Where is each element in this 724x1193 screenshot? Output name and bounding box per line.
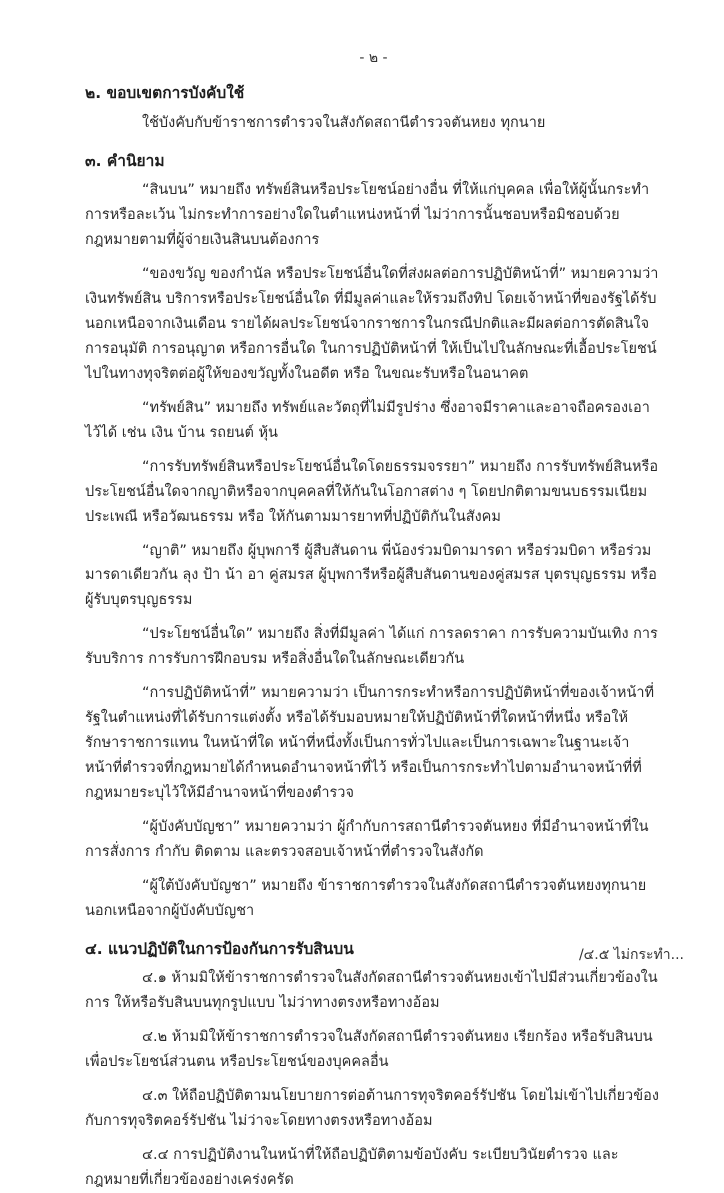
body-paragraph: “ผู้บังคับบัญชา” หมายความว่า ผู้กำกับการสถานีตำรวจตันหยง ที่มีอำนาจหน้าที่ในการสั่งการ กำกับ ติดตาม และตรวจสอบเจ้าหน้าที่ตำรวจในสังกัด: [85, 818, 649, 860]
continuation-note: /๔.๕ ไม่กระทำ...: [578, 947, 684, 963]
section-heading: ๓. คำนิยาม: [85, 151, 165, 170]
body-paragraph: “ทรัพย์สิน” หมายถึง ทรัพย์และวัตถุที่ไม่มีรูปร่าง ซึ่งอาจมีราคาและอาจถือครองเอาไว้ได้ เช่น เงิน บ้าน รถยนต์ หุ้น: [85, 399, 650, 441]
body-paragraph: ๔.๒ ห้ามมิให้ข้าราชการตำรวจในสังกัดสถานีตำรวจตันหยง เรียกร้อง หรือรับสินบน เพื่อประโยชน์ส่วนตน หรือประโยชน์ของบุคคลอื่น: [85, 1029, 653, 1071]
section-heading: ๔. แนวปฏิบัติในการป้องกันการรับสินบน: [85, 939, 354, 958]
body-paragraph: ๔.๔ การปฏิบัติงานในหน้าที่ให้ถือปฏิบัติตามข้อบังคับ ระเบียบวินัยตำรวจ และกฎหมายที่เกี่ยวข้องอย่างเคร่งครัด: [85, 1147, 619, 1188]
body-paragraph: ๔.๑ ห้ามมิให้ข้าราชการตำรวจในสังกัดสถานีตำรวจตันหยงเข้าไปมีส่วนเกี่ยวข้องในการ ให้หรือรับสินบนทุกรูปแบบ ไม่ว่าทางตรงหรือทางอ้อม: [85, 970, 658, 1012]
body-paragraph: “ของขวัญ ของกำนัล หรือประโยชน์อื่นใดที่ส่งผลต่อการปฏิบัติหน้าที่” หมายความว่า เงินทรัพย์สิน บริการหรือประโยชน์อื่นใด ที่มีมูลค่าและให้รวมถึงทิป โดยเจ้าหน้าที่ของรัฐได้รับนอกเหนือจากเงินเดือน รายได้ผลประโยชน์จากราชการในกรณีปกติและมีผลต่อการตัดสินใจ การอนุมัติ การอนุญาต หรือการอื่นใด ในการปฏิบัติหน้าที่ ให้เป็นไปในลักษณะที่เอื้อประโยชน์ไปในทางทุจริตต่อผู้ให้ของขวัญทั้งในอดีต หรือ ในขณะรับหรือในอนาคต: [85, 266, 659, 382]
body-paragraph: “การปฏิบัติหน้าที่” หมายความว่า เป็นการกระทำหรือการปฏิบัติหน้าที่ของเจ้าหน้าที่รัฐในตำแหน่งที่ได้รับการแต่งตั้ง หรือได้รับมอบหมายให้ปฏิบัติหน้าที่ใดหน้าที่หนึ่ง หรือให้รักษาราชการแทน ในหน้าที่ใด หน้าที่หนึ่งทั้งเป็นการทั่วไปและเป็นการเฉพาะในฐานะเจ้าหน้าที่ตำรวจที่กฎหมายได้กำหนดอำนาจหน้าที่ไว้ หรือเป็นการกระทำไปตามอำนาจหน้าที่ที่กฎหมายระบุไว้ให้มีอำนาจหน้าที่ของตำรวจ: [85, 685, 655, 801]
section-2: [85, 149, 662, 924]
body-paragraph: ๔.๓ ให้ถือปฏิบัติตามนโยบายการต่อต้านการทุจริตคอร์รัปชัน โดยไม่เข้าไปเกี่ยวข้องกับการทุจริตคอร์รัปชัน ไม่ว่าจะโดยทางตรงหรือทางอ้อม: [85, 1088, 659, 1130]
section-1: [85, 81, 662, 136]
document-body: [85, 81, 662, 1193]
body-paragraph: “ผู้ใต้บังคับบัญชา” หมายถึง ข้าราชการตำรวจในสังกัดสถานีตำรวจตันหยงทุกนาย นอกเหนือจากผู้บังคับบัญชา: [85, 877, 647, 919]
body-paragraph: “ญาติ” หมายถึง ผู้บุพการี ผู้สืบสันดาน พี่น้องร่วมบิดามารดา หรือร่วมบิดา หรือร่วมมารดาเดียวกัน ลุง ป้า น้า อา คู่สมรส ผู้บุพการีหรือผู้สืบสันดานของคู่สมรส บุตรบุญธรรม หรือผู้รับบุตรบุญธรรม: [85, 542, 657, 609]
body-paragraph: “การรับทรัพย์สินหรือประโยชน์อื่นใดโดยธรรมจรรยา” หมายถึง การรับทรัพย์สินหรือประโยชน์อื่นใดจากญาติหรือจากบุคคลที่ให้กันในโอกาสต่าง ๆ โดยปกติตามขนบธรรมเนียม ประเพณี หรือวัฒนธรรม หรือ ให้กันตามมารยาทที่ปฏิบัติกันในสังคม: [85, 458, 659, 525]
body-paragraph: “สินบน” หมายถึง ทรัพย์สินหรือประโยชน์อย่างอื่น ที่ให้แก่บุคคล เพื่อให้ผู้นั้นกระทำการหรือละเว้น ไม่กระทำการอย่างใดในตำแหน่งหน้าที่ ไม่ว่าการนั้นชอบหรือมิชอบด้วยกฎหมายตามที่ผู้จ่ายเงินสินบนต้องการ: [85, 182, 650, 249]
page-number: - ๒ -: [359, 50, 388, 66]
section-3: [85, 937, 662, 1193]
section-heading: ๒. ขอบเขตการบังคับใช้: [85, 83, 245, 102]
body-paragraph: “ประโยชน์อื่นใด” หมายถึง สิ่งที่มีมูลค่า ได้แก่ การลดราคา การรับความบันเทิง การรับบริการ การรับการฝึกอบรม หรือสิ่งอื่นใดในลักษณะเดียวกัน: [85, 626, 658, 668]
body-paragraph: ใช้บังคับกับข้าราชการตำรวจในสังกัดสถานีตำรวจตันหยง ทุกนาย: [142, 114, 546, 131]
